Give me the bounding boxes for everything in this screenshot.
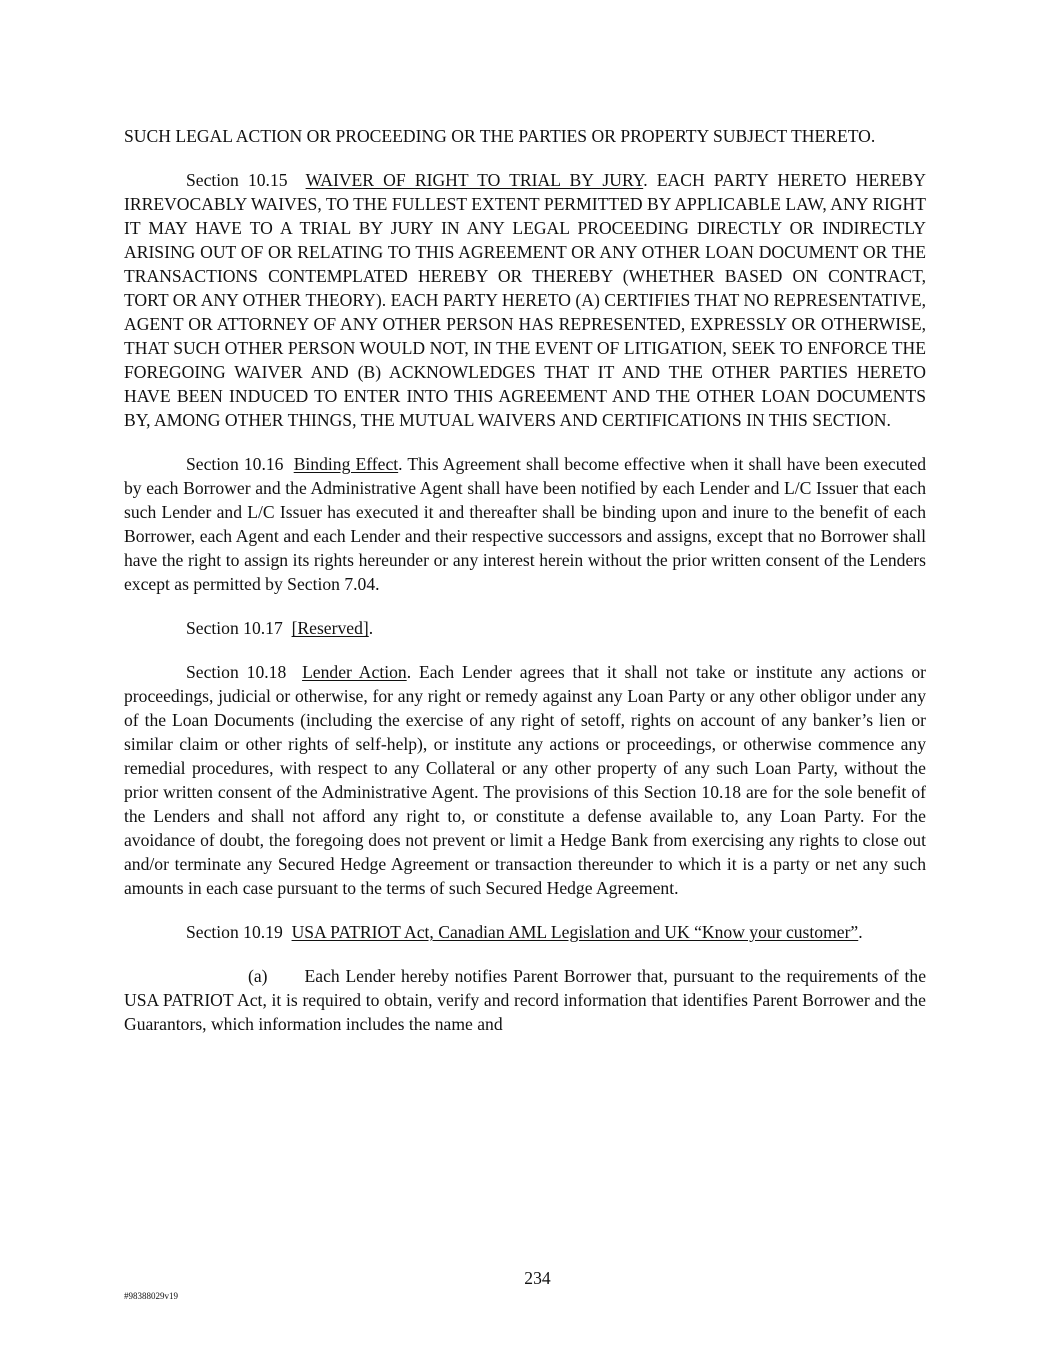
document-body (124, 124, 926, 1036)
document-id: #98388029v19 (124, 1291, 178, 1301)
section-number: Section 10.18 (186, 662, 287, 682)
clause-label: (a) (248, 966, 268, 986)
section-text: . (858, 922, 863, 942)
section-heading: WAIVER OF RIGHT TO TRIAL BY JURY (305, 170, 644, 190)
clause-a (124, 964, 926, 1036)
section-number: Section 10.15 (186, 170, 288, 190)
section-number: Section 10.17 (186, 618, 283, 638)
continuation-text: SUCH LEGAL ACTION OR PROCEEDING OR THE PARTIES OR PROPERTY SUBJECT THERETO. (124, 126, 876, 146)
section-heading: [Reserved] (291, 618, 369, 638)
section-text: . EACH PARTY HERETO HEREBY IRREVOCABLY WAIVES, TO THE FULLEST EXTENT PERMITTED BY APPLICABLE LAW, ANY RIGHT IT MAY HAVE TO A TRIAL BY JURY IN ANY LEGAL PROCEEDING DIRECTLY OR INDIRECTLY ARISING OUT OF OR RELATING TO THIS AGREEMENT OR ANY OTHER LOAN DOCUMENT OR THE TRANSACTIONS CONTEMPLATED HEREBY OR THEREBY (WHETHER BASED ON CONTRACT, TORT OR ANY OTHER THEORY). EACH PARTY HERETO (A) CERTIFIES THAT NO REPRESENTATIVE, AGENT OR ATTORNEY OF ANY OTHER PERSON HAS REPRESENTED, EXPRESSLY OR OTHERWISE, THAT SUCH OTHER PERSON WOULD NOT, IN THE EVENT OF LITIGATION, SEEK TO ENFORCE THE FOREGOING WAIVER AND (B) ACKNOWLEDGES THAT IT AND THE OTHER PARTIES HERETO HAVE BEEN INDUCED TO ENTER INTO THIS AGREEMENT AND THE OTHER LOAN DOCUMENTS BY, AMONG OTHER THINGS, THE MUTUAL WAIVERS AND CERTIFICATIONS IN THIS SECTION. (124, 170, 926, 430)
section-text: . Each Lender agrees that it shall not take or institute any actions or proceedings, judicial or otherwise, for any right or remedy against any Loan Party or any other obligor under any of the Loan Documents (including the exercise of any right of setoff, rights on account of any banker’s lien or similar claim or other rights of self-help), or institute any actions or proceedings, or otherwise commence any remedial procedures, with respect to any Collateral or any other property of any such Loan Party, without the prior written consent of the Administrative Agent. The provisions of this Section 10.18 are for the sole benefit of the Lenders and shall not afford any right to, or constitute a defense available to, any Loan Party. For the avoidance of doubt, the foregoing does not prevent or limit a Hedge Bank from exercising any rights to close out and/or terminate any Secured Hedge Agreement or transaction thereunder to which it is a party or net any such amounts in each case pursuant to the terms of such Secured Hedge Agreement. (124, 662, 927, 898)
section-10-16 (124, 452, 926, 596)
section-heading: Binding Effect (293, 454, 399, 474)
page-number: 234 (524, 1268, 551, 1288)
section-text: . (368, 618, 374, 638)
section-heading: USA PATRIOT Act, Canadian AML Legislation and UK “Know your customer” (291, 922, 859, 942)
section-10-19 (124, 920, 926, 944)
continuation-paragraph (124, 124, 926, 148)
section-10-15 (124, 168, 926, 432)
clause-text: Each Lender hereby notifies Parent Borrower that, pursuant to the requirements of the USA PATRIOT Act, it is required to obtain, verify and record information that identifies Parent Borrower and the Guarantors, which information includes the name and (124, 966, 926, 1034)
section-number: Section 10.19 (186, 922, 283, 942)
section-10-17 (124, 616, 926, 640)
section-text: . This Agreement shall become effective when it shall have been executed by each Borrower and the Administrative Agent shall have been notified by each Lender and L/C Issuer that each such Lender and L/C Issuer has executed it and thereafter shall be binding upon and inure to the benefit of each Borrower, each Agent and each Lender and their respective successors and assigns, except that no Borrower shall have the right to assign its rights hereunder or any interest herein without the prior written consent of the Lenders except as permitted by Section 7.04. (124, 454, 927, 594)
section-10-18 (124, 660, 926, 900)
section-heading: Lender Action (302, 662, 407, 682)
section-number: Section 10.16 (186, 454, 284, 474)
